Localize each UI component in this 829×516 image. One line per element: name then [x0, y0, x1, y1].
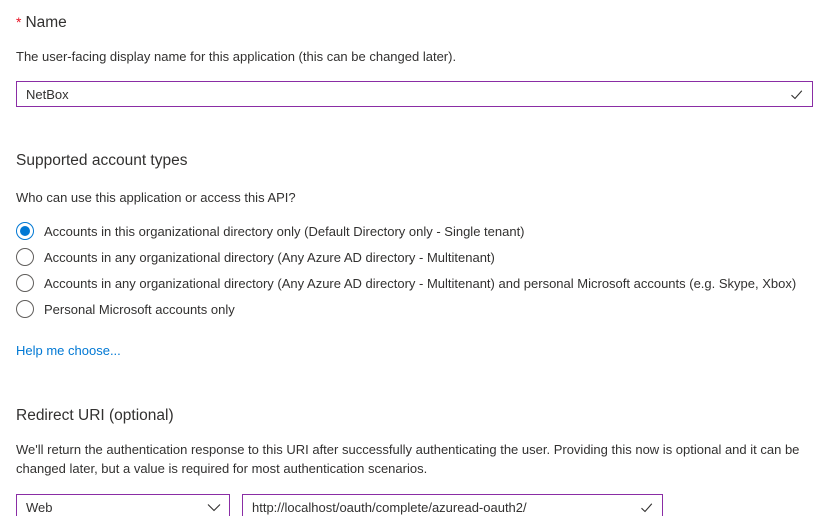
checkmark-icon [639, 500, 654, 515]
account-type-option-2[interactable] [16, 270, 813, 296]
radio-icon [16, 222, 34, 240]
name-title-text: Name [25, 14, 67, 31]
redirect-uri-description: We'll return the authentication response to this URI after successfully authenticating the user. Providing this now is optional and it can be changed later, but a value is required for most authentication scenarios. [16, 442, 800, 476]
chevron-down-icon [207, 503, 221, 512]
account-types-title: Supported account types [16, 152, 188, 169]
radio-option-label: Personal Microsoft accounts only [44, 301, 235, 317]
name-input-value: NetBox [26, 86, 69, 102]
name-description: The user-facing display name for this application (this can be changed later). [16, 49, 457, 64]
account-type-option-0[interactable] [16, 218, 813, 244]
radio-icon [16, 248, 34, 266]
account-type-option-1[interactable] [16, 244, 813, 270]
platform-select-value: Web [26, 499, 53, 515]
help-me-choose-link[interactable]: Help me choose... [16, 343, 121, 358]
redirect-uri-controls [16, 494, 813, 516]
redirect-uri-value: http://localhost/oauth/complete/azuread-oauth2/ [252, 499, 527, 515]
radio-icon [16, 274, 34, 292]
required-marker: * [16, 14, 22, 30]
radio-option-label: Accounts in this organizational directory only (Default Directory only - Single tenant) [44, 223, 525, 239]
name-input[interactable] [16, 81, 813, 107]
checkmark-icon [789, 87, 804, 102]
redirect-uri-input[interactable] [242, 494, 663, 516]
radio-icon [16, 300, 34, 318]
redirect-uri-title: Redirect URI (optional) [16, 407, 174, 424]
account-types-question: Who can use this application or access this API? [16, 190, 296, 205]
name-section-title [16, 11, 813, 34]
radio-option-label: Accounts in any organizational directory (Any Azure AD directory - Multitenant) and personal Microsoft accounts (e.g. Skype, Xbox) [44, 275, 797, 291]
account-type-options [16, 218, 813, 322]
account-type-option-3[interactable] [16, 296, 813, 322]
radio-option-label: Accounts in any organizational directory (Any Azure AD directory - Multitenant) [44, 249, 495, 265]
platform-select[interactable] [16, 494, 230, 516]
